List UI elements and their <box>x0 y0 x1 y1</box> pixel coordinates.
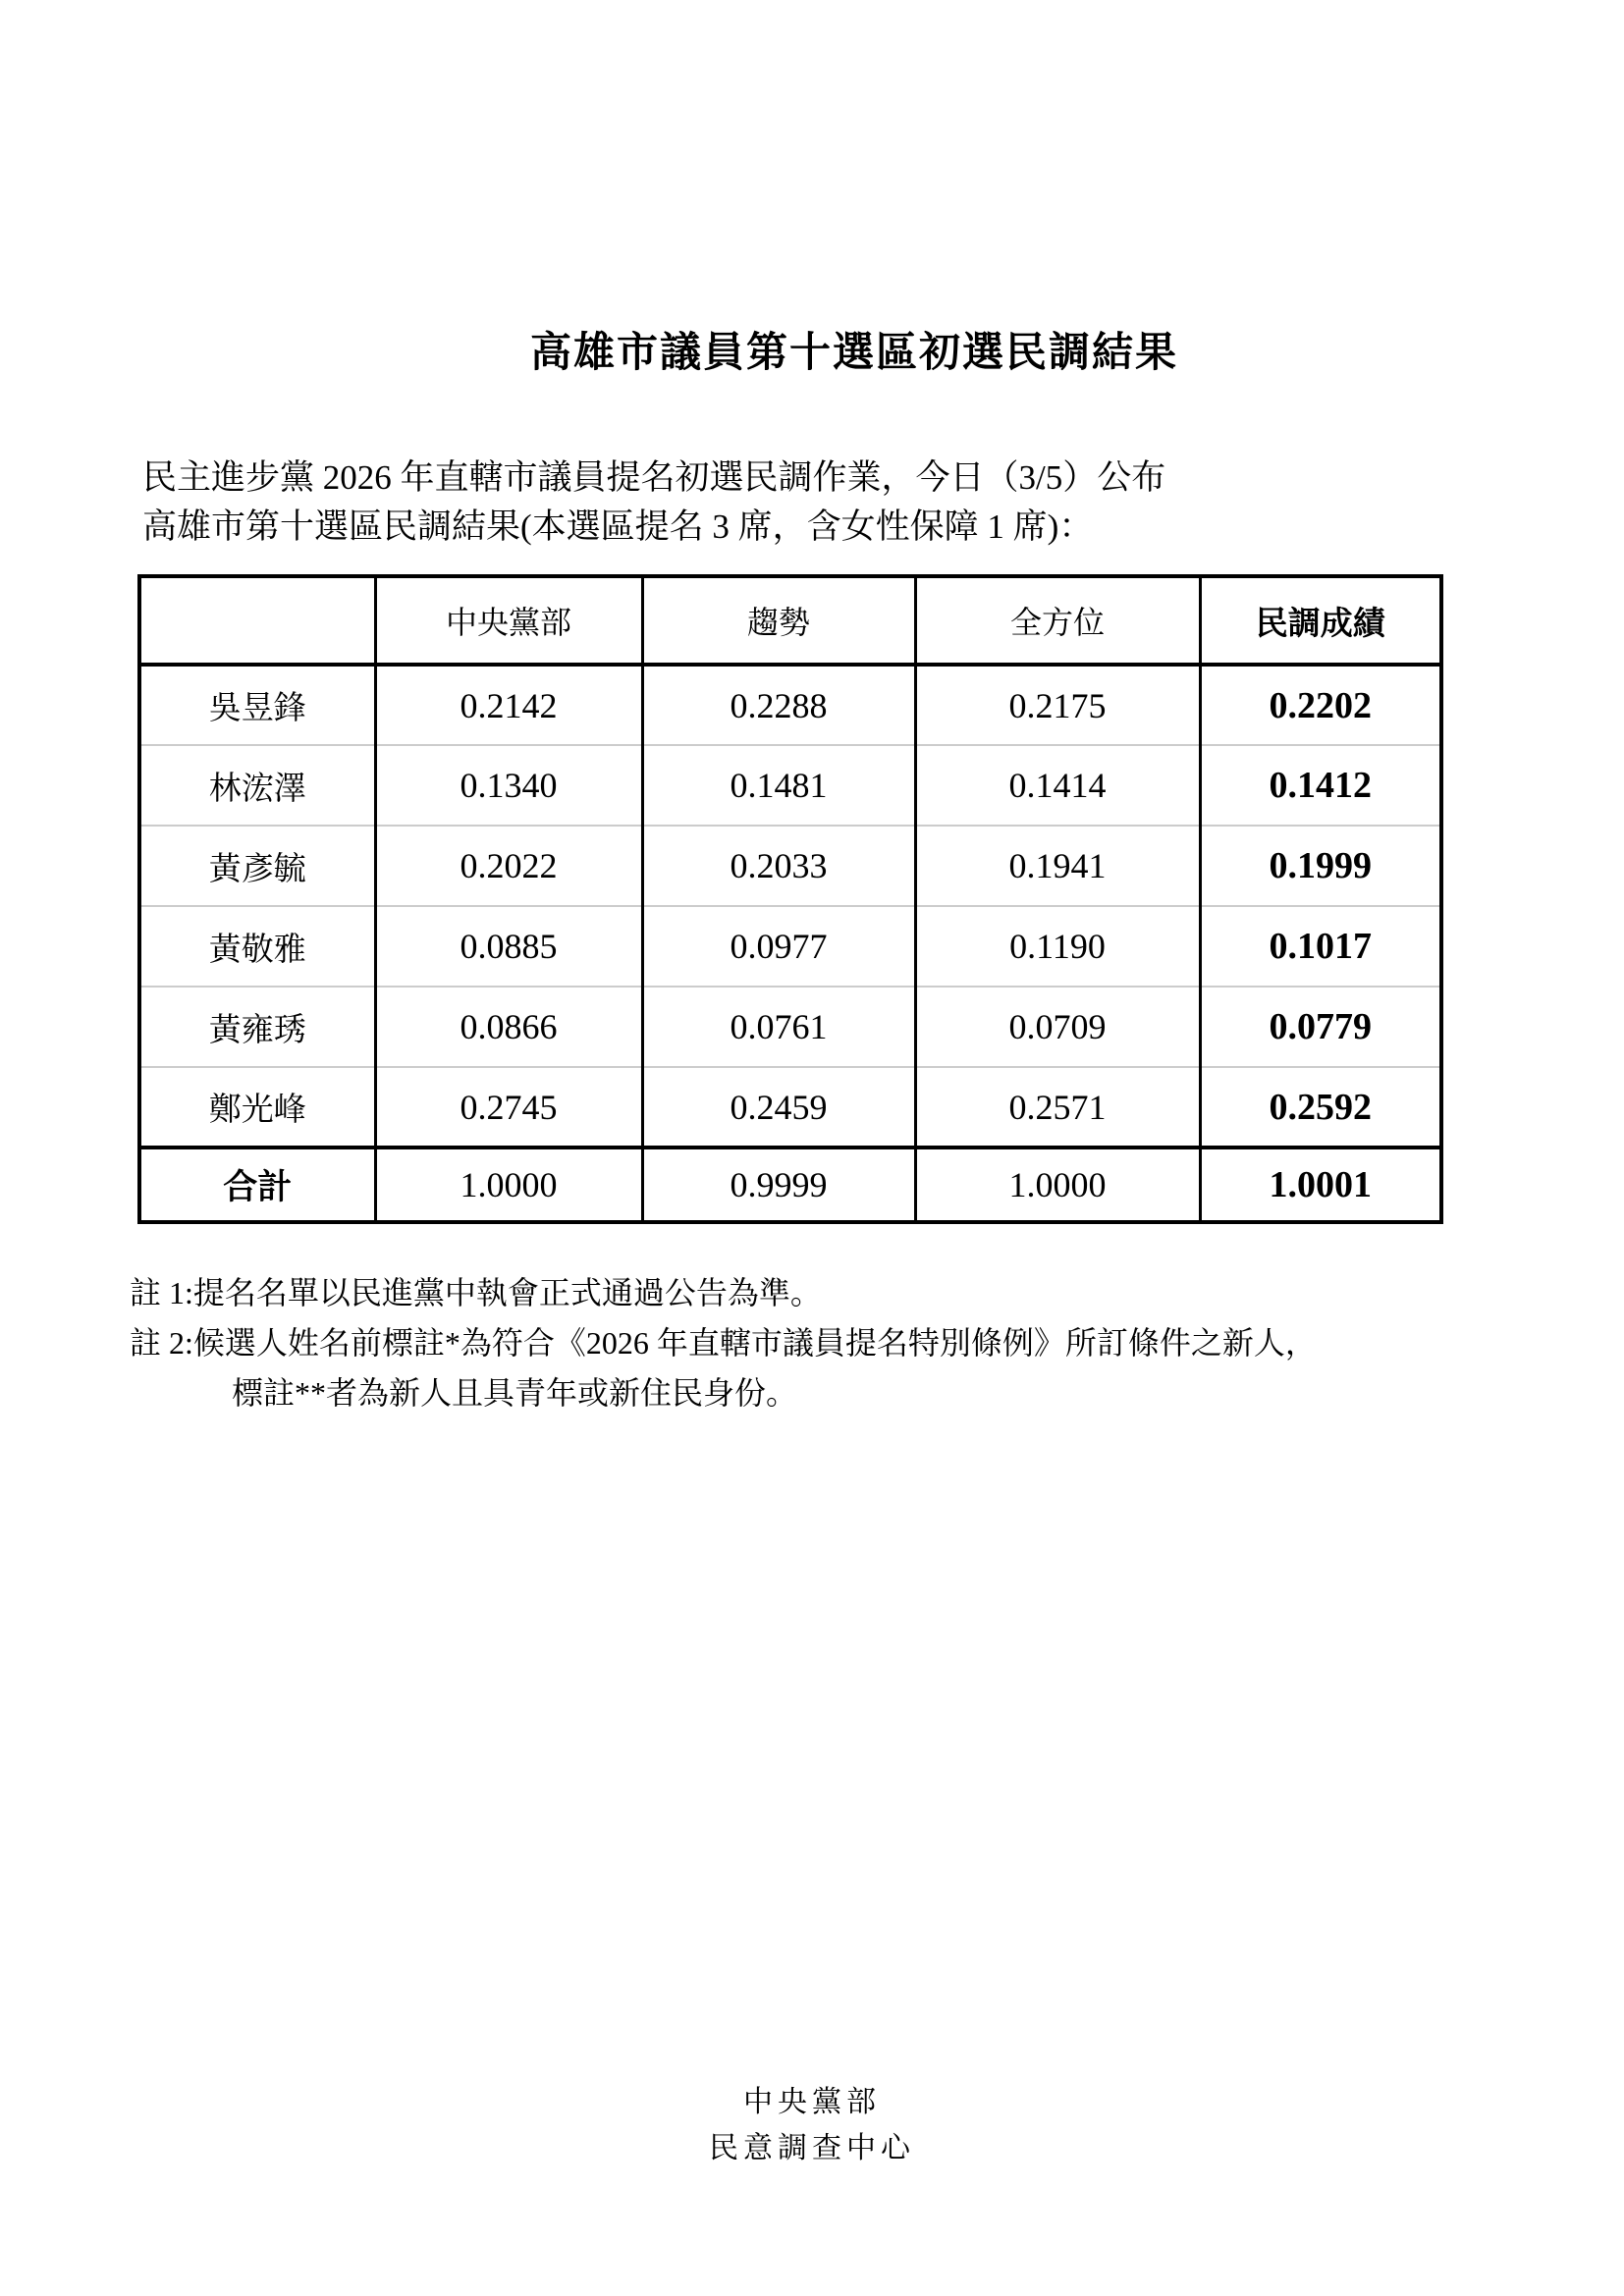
value-cell: 0.0709 <box>915 987 1200 1067</box>
page-footer <box>0 2079 1624 2171</box>
value-cell: 0.1190 <box>915 906 1200 987</box>
value-cell: 0.2022 <box>375 826 642 906</box>
value-cell: 0.0761 <box>642 987 915 1067</box>
table-row <box>139 987 1441 1067</box>
header-cell-trend: 趨勢 <box>642 576 915 665</box>
value-cell: 0.1414 <box>915 745 1200 826</box>
header-cell-central-party: 中央黨部 <box>375 576 642 665</box>
value-cell: 0.1941 <box>915 826 1200 906</box>
score-cell: 0.0779 <box>1200 987 1441 1067</box>
value-cell: 0.0977 <box>642 906 915 987</box>
candidate-name: 吳昱鋒 <box>208 691 306 726</box>
value-cell: 0.1481 <box>642 745 915 826</box>
header-cell-poll-score: 民調成績 <box>1200 576 1441 665</box>
candidate-name: 鄭光峰 <box>208 1093 306 1128</box>
total-value-cell: 0.9999 <box>642 1148 915 1222</box>
table-row <box>139 1067 1441 1148</box>
poll-results-table <box>137 574 1443 1224</box>
value-cell: 0.2142 <box>375 665 642 745</box>
page-title: 高雄市議員第十選區初選民調結果 <box>530 331 1179 376</box>
table-row <box>139 665 1441 745</box>
intro-line-2: 高雄市第十選區民調結果(本選區提名 3 席，含女性保障 1 席)： <box>142 507 1094 546</box>
candidate-name: 黃雍琇 <box>208 1012 306 1048</box>
intro-line-1: 民主進步黨 2026 年直轄市議員提名初選民調作業，今日（3/5）公布 <box>142 458 1166 497</box>
footer-org-line: 中央黨部 <box>743 2086 881 2118</box>
value-cell: 0.2459 <box>642 1067 915 1148</box>
table-header-row <box>139 576 1441 665</box>
value-cell: 0.0885 <box>375 906 642 987</box>
candidate-name: 林浤澤 <box>208 771 306 807</box>
score-cell: 0.1412 <box>1200 745 1441 826</box>
header-cell-all-round: 全方位 <box>915 576 1200 665</box>
footnote-2-line-1: 註 2:候選人姓名前標註*為符合《2026 年直轄市議員提名特別條例》所訂條件之新人， <box>130 1325 1317 1361</box>
intro-paragraph <box>142 454 1165 552</box>
table-row <box>139 826 1441 906</box>
candidate-name: 黃敬雅 <box>208 932 306 968</box>
total-score-cell: 1.0001 <box>1200 1148 1441 1222</box>
value-cell: 0.2033 <box>642 826 915 906</box>
footnotes <box>130 1268 1317 1418</box>
table-row <box>139 906 1441 987</box>
header-cell-empty <box>139 576 375 665</box>
score-cell: 0.1017 <box>1200 906 1441 987</box>
value-cell: 0.1340 <box>375 745 642 826</box>
total-label: 合計 <box>223 1168 293 1206</box>
value-cell: 0.2745 <box>375 1067 642 1148</box>
value-cell: 0.2571 <box>915 1067 1200 1148</box>
table-row <box>139 745 1441 826</box>
value-cell: 0.2288 <box>642 665 915 745</box>
candidate-name: 黃彥毓 <box>208 851 306 887</box>
value-cell: 0.0866 <box>375 987 642 1067</box>
footnote-2-line-2: 標註**者為新人且具青年或新住民身份。 <box>232 1375 798 1411</box>
score-cell: 0.1999 <box>1200 826 1441 906</box>
total-value-cell: 1.0000 <box>375 1148 642 1222</box>
score-cell: 0.2592 <box>1200 1067 1441 1148</box>
total-value-cell: 1.0000 <box>915 1148 1200 1222</box>
footnote-1: 註 1:提名名單以民進黨中執會正式通過公告為準。 <box>130 1275 822 1310</box>
footer-center-line: 民意調查中心 <box>709 2132 915 2164</box>
table-total-row <box>139 1148 1441 1222</box>
value-cell: 0.2175 <box>915 665 1200 745</box>
score-cell: 0.2202 <box>1200 665 1441 745</box>
